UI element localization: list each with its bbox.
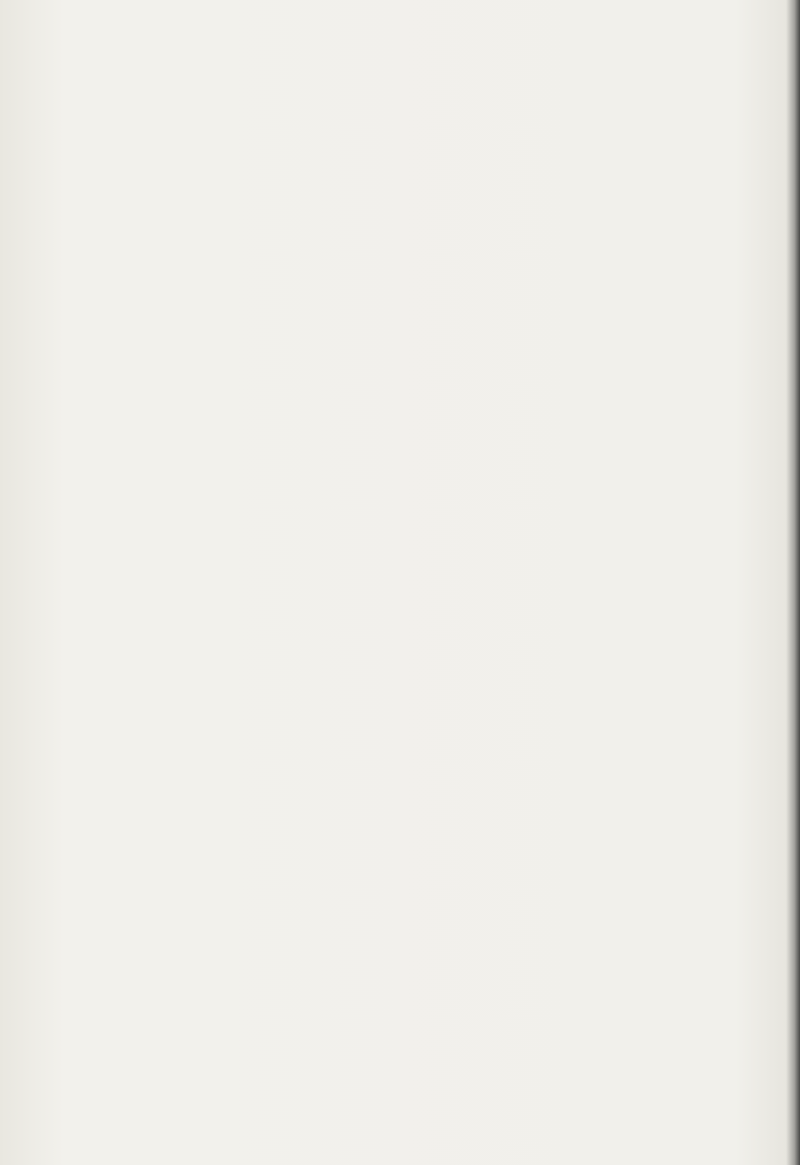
page-edge-shadow — [786, 0, 800, 1165]
